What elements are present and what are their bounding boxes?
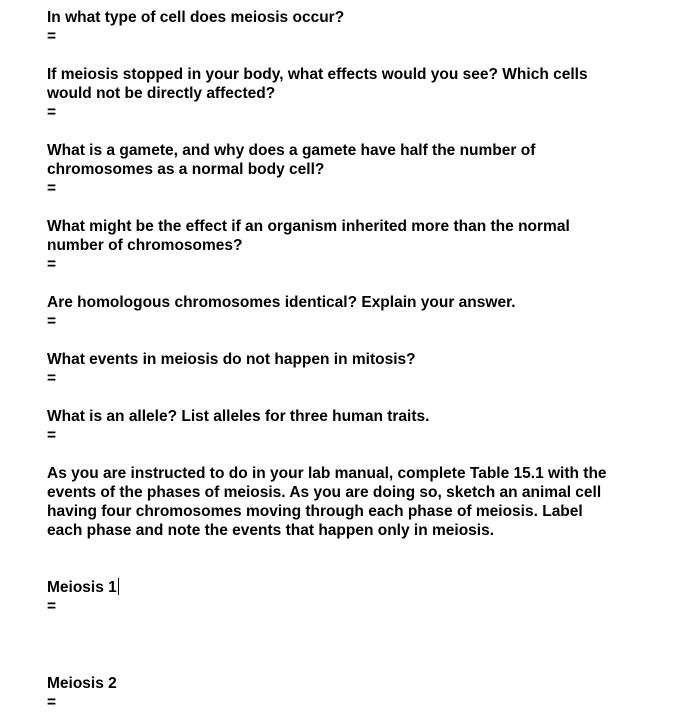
answer-field-1[interactable]: =: [47, 28, 57, 45]
question-6: [47, 350, 647, 369]
section-heading-meiosis-1: [47, 578, 647, 597]
question-7: [47, 407, 647, 426]
text-cursor: [118, 578, 119, 595]
question-3: [47, 141, 647, 179]
section-label: Meiosis 2: [47, 675, 117, 692]
question-line: What is a gamete, and why does a gamete have half the number of: [47, 142, 536, 159]
question-2: [47, 65, 647, 103]
instructions-line: As you are instructed to do in your lab manual, complete Table 15.1 with the: [47, 465, 607, 482]
instructions-line: having four chromosomes moving through each phase of meiosis. Label: [47, 503, 583, 520]
instructions-paragraph: [47, 464, 647, 540]
question-line: Are homologous chromosomes identical? Explain your answer.: [47, 294, 516, 311]
answer-field-2[interactable]: =: [47, 104, 57, 121]
answer-field-meiosis-2[interactable]: =: [47, 694, 57, 711]
answer-field-4[interactable]: =: [47, 256, 57, 273]
answer-field-7[interactable]: =: [47, 427, 57, 444]
answer-field-meiosis-1[interactable]: =: [47, 598, 57, 615]
instructions-line: each phase and note the events that happen only in meiosis.: [47, 522, 495, 539]
answer-field-3[interactable]: =: [47, 180, 57, 197]
answer-field-5[interactable]: =: [47, 313, 57, 330]
question-line: would not be directly affected?: [47, 85, 276, 102]
question-1: [47, 8, 647, 27]
question-4: [47, 217, 647, 255]
section-heading-meiosis-2: [47, 674, 647, 693]
question-line: What events in meiosis do not happen in mitosis?: [47, 351, 416, 368]
question-line: number of chromosomes?: [47, 237, 243, 254]
question-line: chromosomes as a normal body cell?: [47, 161, 325, 178]
section-label: Meiosis 1: [47, 579, 117, 596]
question-line: If meiosis stopped in your body, what effects would you see? Which cells: [47, 66, 588, 83]
answer-field-6[interactable]: =: [47, 370, 57, 387]
instructions-line: events of the phases of meiosis. As you are doing so, sketch an animal cell: [47, 484, 602, 501]
question-5: [47, 293, 647, 312]
question-line: In what type of cell does meiosis occur?: [47, 9, 345, 26]
question-line: What might be the effect if an organism inherited more than the normal: [47, 218, 570, 235]
question-line: What is an allele? List alleles for three human traits.: [47, 408, 430, 425]
